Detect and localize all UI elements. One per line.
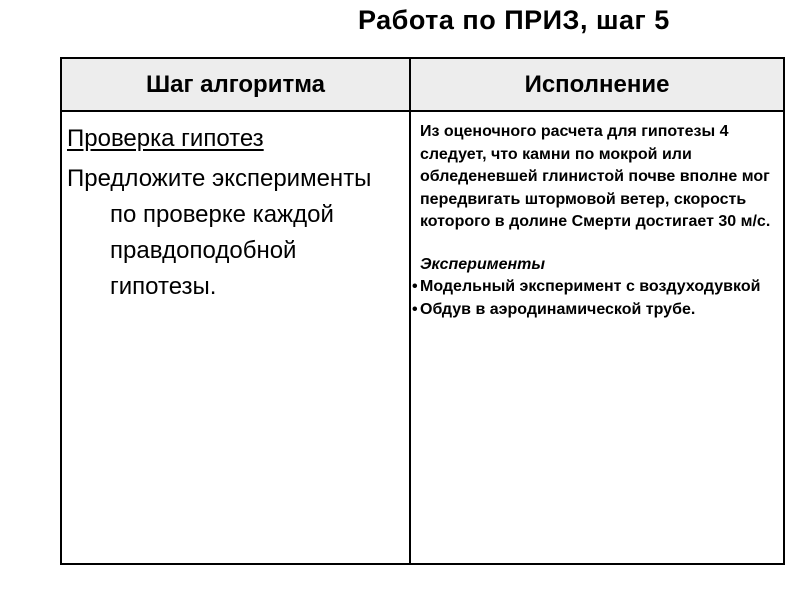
table-header-row	[62, 59, 783, 112]
experiments-list	[414, 276, 776, 321]
experiments-title: Эксперименты	[420, 255, 546, 273]
column-divider	[409, 59, 411, 563]
experiment-item	[414, 299, 776, 322]
experiment-item	[414, 276, 776, 299]
execution-cell	[414, 121, 776, 321]
step-name: Проверка гипотез	[67, 125, 264, 152]
step-description: Предложите эксперименты по проверке каждой правдоподобной гипотезы.	[67, 165, 372, 300]
slide-title: Работа по ПРИЗ, шаг 5	[358, 5, 670, 35]
result-text: Из оценочного расчета для гипотезы 4 следует, что камни по мокрой или обледеневшей глинистой почве вполне мог передвигать штормовой ветер, скорость которого в долине Смерти достигает 30 м/с.	[420, 123, 771, 230]
experiment-text: Модельный эксперимент с воздуходувкой	[420, 278, 761, 295]
algorithm-table	[60, 57, 785, 565]
header-step: Шаг алгоритма	[145, 71, 325, 98]
header-execution: Исполнение	[524, 71, 670, 98]
bullet-icon: •	[412, 278, 418, 295]
step-cell	[67, 121, 402, 305]
bullet-icon: •	[412, 300, 418, 318]
experiment-text: Обдув в аэродинамической трубе.	[420, 300, 696, 318]
